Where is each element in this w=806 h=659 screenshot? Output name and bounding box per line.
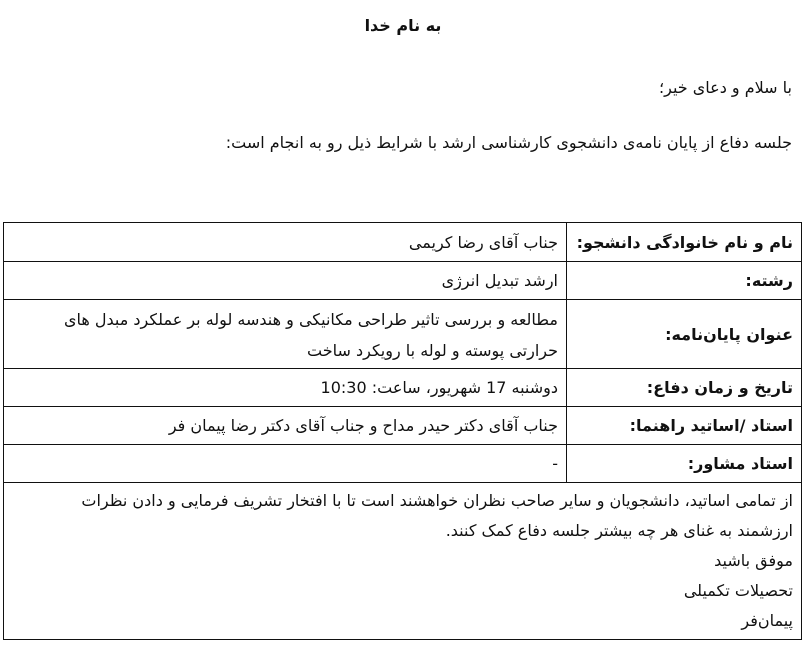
footer-cell bbox=[4, 483, 802, 640]
major-value: ارشد تبدیل انرژی bbox=[4, 262, 567, 300]
student-name-value: جناب آقای رضا کریمی bbox=[4, 223, 567, 262]
supervisors-value: جناب آقای دکتر حیدر مداح و جناب آقای دکتر رضا پیمان فر bbox=[4, 407, 567, 445]
thesis-title-label: عنوان پایان‌نامه: bbox=[567, 300, 802, 369]
invitation-line: ارزشمند به غنای هر چه بیشتر جلسه دفاع کمک کنند. bbox=[445, 521, 793, 540]
table-row-supervisors bbox=[4, 407, 802, 445]
table-row-footer bbox=[4, 483, 802, 640]
table-row-defense-datetime bbox=[4, 369, 802, 407]
signature-name: پیمان‌فر bbox=[741, 611, 793, 630]
table-row-major bbox=[4, 262, 802, 300]
defense-datetime-label: تاریخ و زمان دفاع: bbox=[567, 369, 802, 407]
advisor-label: استاد مشاور: bbox=[567, 445, 802, 483]
thesis-title-line: حرارتی پوسته و لوله با رویکرد ساخت bbox=[307, 341, 558, 360]
supervisors-label: استاد /اساتید راهنما: bbox=[567, 407, 802, 445]
advisor-value: - bbox=[4, 445, 567, 483]
defense-info-table bbox=[3, 222, 802, 640]
greeting-text: با سلام و دعای خیر؛ bbox=[659, 78, 792, 97]
thesis-title-line: مطالعه و بررسی تاثیر طراحی مکانیکی و هندسه لوله بر عملکرد مبدل های bbox=[63, 310, 558, 329]
major-label: رشته: bbox=[567, 262, 802, 300]
document-title: به نام خدا bbox=[364, 16, 442, 35]
intro-text: جلسه دفاع از پایان نامه‌ی دانشجوی کارشناسی ارشد با شرایط ذیل رو به انجام است: bbox=[225, 133, 792, 152]
defense-datetime-value: دوشنبه 17 شهریور، ساعت: 10:30 bbox=[4, 369, 567, 407]
table-row-student-name bbox=[4, 223, 802, 262]
closing-line: موفق باشید bbox=[714, 551, 793, 570]
thesis-title-value bbox=[4, 300, 567, 369]
table-row-advisor bbox=[4, 445, 802, 483]
invitation-line: از تمامی اساتید، دانشجویان و سایر صاحب نظران خواهشند است تا با افتخار تشریف فرمایی و دادن نظرات bbox=[81, 491, 793, 510]
table-row-thesis-title bbox=[4, 300, 802, 369]
signature-office: تحصیلات تکمیلی bbox=[683, 581, 793, 600]
student-name-label: نام و نام خانوادگی دانشجو: bbox=[567, 223, 802, 262]
